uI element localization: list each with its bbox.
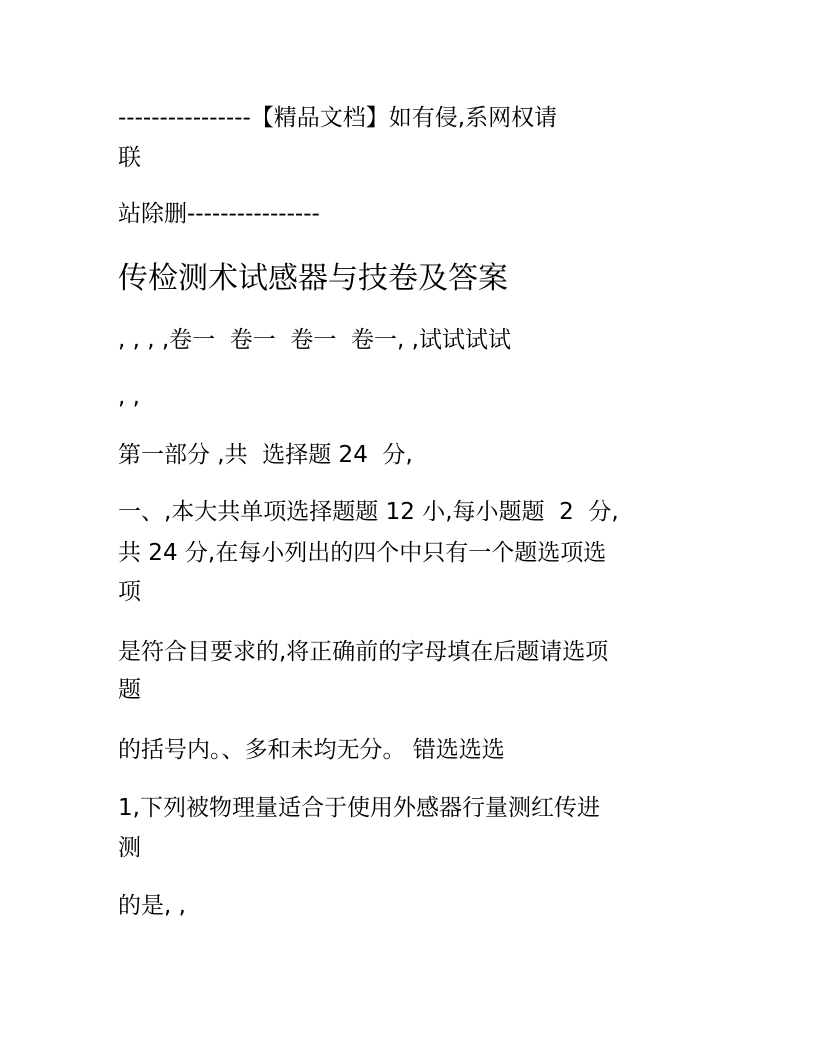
document-title: 传检测术试感器与技卷及答案 [118,261,508,296]
header-notice-end: 站除删---------------- [118,201,320,227]
section-heading: 第一部分 ,共 选择题 24 分, [118,442,413,468]
header-notice: ----------------【精品文档】如有侵,系网权请 [118,105,558,131]
body-line: 题 [118,677,141,703]
body-line: 项 [118,579,141,605]
body-line: , , , ,卷一 卷一 卷一 卷一, ,试试试试 [118,327,511,353]
question-line: 测 [118,835,141,861]
question-line: 的是, , [118,893,186,919]
body-line: 一、,本大共单项选择题题 12 小,每小题题 2 分, [118,499,619,525]
body-line: 共 24 分,在每小列出的四个中只有一个题选项选 [118,540,607,566]
header-notice-cont: 联 [118,145,141,171]
body-line: , , [118,384,140,410]
body-line: 是符合目要求的,将正确前的字母填在后题请选项 [118,639,609,665]
body-line: 的括号内。、多和未均无分。 错选选选 [118,737,505,763]
question-line: 1,下列被物理量适合于使用外感器行量测红传进 [118,795,600,821]
